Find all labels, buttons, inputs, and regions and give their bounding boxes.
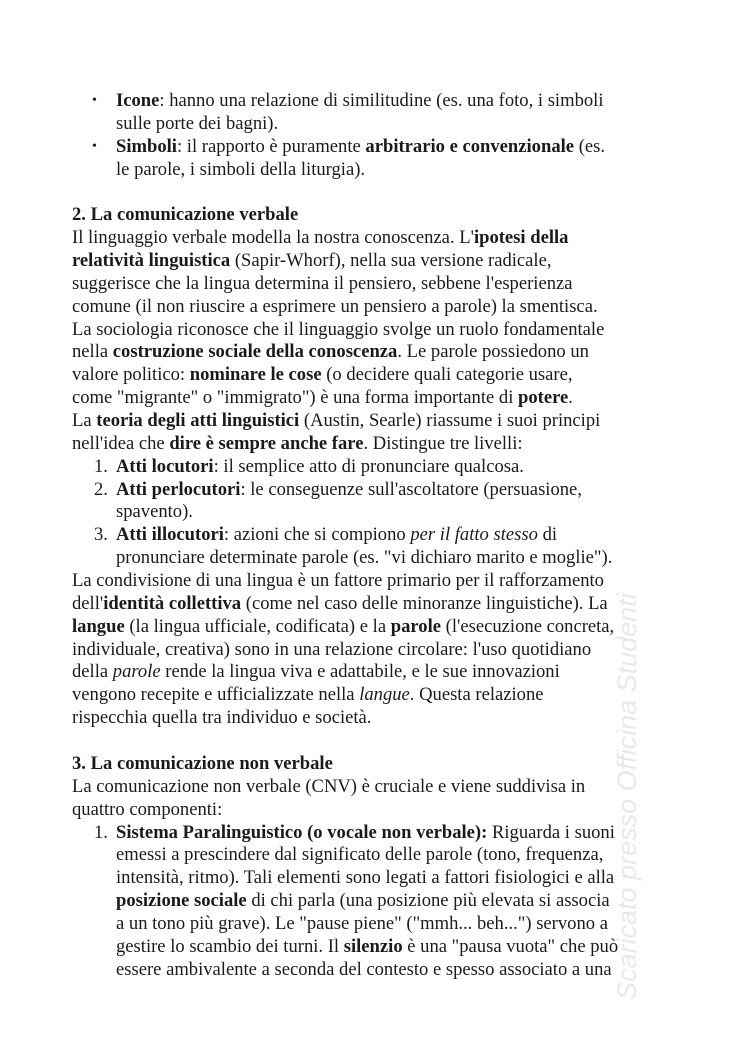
line-text	[72, 341, 589, 364]
line-text	[72, 364, 572, 387]
text-run: .	[568, 387, 573, 409]
watermark: Scaricato presso Officina Studenti	[612, 593, 642, 1000]
text-run: gestire lo scambio dei turni. Il	[116, 935, 344, 957]
numbered-item	[0, 456, 744, 479]
line-text	[116, 479, 582, 502]
text-run: Riguarda i suoni	[487, 821, 615, 843]
text-run: Il linguaggio verbale modella la nostra conoscenza. L'	[72, 227, 474, 249]
bold-term: Atti locutori	[116, 455, 214, 477]
list-number: 3.	[94, 524, 108, 546]
line-text	[72, 639, 591, 662]
line-text	[116, 913, 608, 936]
bold-term: langue	[72, 615, 125, 637]
bold-term: posizione sociale	[116, 890, 247, 912]
text-run: quattro componenti:	[72, 798, 223, 820]
paragraph-line	[0, 433, 744, 456]
line-text	[72, 319, 604, 342]
text-run: suggerisce che la lingua determina il pensiero, sebbene l'esperienza	[72, 272, 573, 294]
paragraph-line	[0, 364, 744, 387]
bold-term: Sistema Paralinguistico (o vocale non verbale):	[116, 821, 488, 843]
bullet-icon: •	[92, 93, 97, 108]
bold-term: teoria degli atti linguistici	[96, 410, 300, 432]
bold-term: ipotesi della	[473, 227, 569, 249]
text-run: (Sapir-Whorf), nella sua versione radicale,	[230, 250, 552, 272]
text-run: La condivisione di una lingua è un fattore primario per il rafforzamento	[72, 570, 604, 592]
text-run: La comunicazione non verbale (CNV) è cruciale e viene suddivisa in	[72, 775, 586, 797]
text-run: emessi a prescindere dal significato delle parole (tono, frequenza,	[116, 844, 604, 866]
text-run: pronunciare determinate parole (es. "vi dichiaro marito e moglie").	[116, 547, 613, 569]
text-run: . Distingue tre livelli:	[363, 432, 523, 454]
paragraph-line	[0, 227, 744, 250]
text-run: di chi parla (una posizione più elevata si associa	[246, 890, 610, 912]
bold-term: Simboli	[116, 135, 177, 157]
line-text	[116, 501, 193, 524]
bold-term: arbitrario e convenzionale	[365, 135, 575, 157]
text-run: rispecchia quella tra individuo e società.	[72, 707, 372, 729]
bullet-item	[0, 136, 744, 159]
list-number: 1.	[94, 821, 108, 843]
line-text	[72, 753, 333, 776]
paragraph-line	[0, 296, 744, 319]
text-run: di	[537, 524, 558, 546]
italic-term: parole	[112, 661, 161, 683]
text-run: (l'esecuzione concreta,	[441, 615, 615, 637]
bold-term: parole	[390, 615, 442, 637]
text-run: (o decidere quali categorie usare,	[321, 364, 573, 386]
line-text	[72, 616, 614, 639]
text-run: spavento).	[116, 501, 193, 523]
text-run: della	[72, 661, 113, 683]
paragraph-line	[0, 273, 744, 296]
bold-term: Atti perlocutori	[116, 478, 241, 500]
text-run: nell'idea che	[72, 432, 170, 454]
text-run: (Austin, Searle) riassume i suoi principi	[299, 410, 601, 432]
text-run: (es.	[574, 135, 606, 157]
line-text	[116, 113, 278, 136]
list-continuation-line	[0, 501, 744, 524]
text-run: : il rapporto è puramente	[176, 135, 366, 157]
text-run: 2. La comunicazione verbale	[72, 204, 299, 226]
text-run: 3. La comunicazione non verbale	[72, 752, 333, 774]
text-run: sulle porte dei bagni).	[116, 112, 279, 134]
line-text	[116, 822, 615, 845]
line-text	[72, 661, 560, 684]
line-text	[72, 387, 573, 410]
list-continuation-line	[0, 113, 744, 136]
bold-term: potere	[518, 387, 569, 409]
line-text	[116, 456, 524, 479]
paragraph-line	[0, 387, 744, 410]
numbered-item	[0, 479, 744, 502]
line-text	[72, 707, 371, 730]
line-text	[72, 570, 604, 593]
text-run: (la lingua ufficiale, codificata) e la	[124, 615, 391, 637]
text-run: nella	[72, 341, 113, 363]
italic-term: per il fatto stesso	[410, 524, 538, 546]
text-run: : le conseguenze sull'ascoltatore (persuasione,	[240, 478, 582, 500]
text-run: (come nel caso delle minoranze linguistiche). La	[241, 592, 608, 614]
line-text	[72, 296, 598, 319]
paragraph-line	[0, 410, 744, 433]
line-text	[72, 410, 600, 433]
text-run: : azioni che si compiono	[223, 524, 411, 546]
text-run: comune (il non riuscire a esprimere un pensiero a parole) la smentisca.	[72, 295, 598, 317]
line-text	[72, 227, 568, 250]
line-text	[72, 593, 608, 616]
list-number: 2.	[94, 478, 108, 500]
text-run: . Questa relazione	[409, 684, 544, 706]
line-text	[72, 204, 298, 227]
line-text	[72, 799, 222, 822]
bold-term: nominare le cose	[189, 364, 322, 386]
bold-term: relatività linguistica	[72, 250, 231, 272]
line-text	[116, 936, 618, 959]
bold-term: costruzione sociale della conoscenza	[112, 341, 398, 363]
line-text	[116, 90, 604, 113]
text-run: : hanno una relazione di similitudine (es. una foto, i simboli	[159, 90, 604, 111]
text-run: rende la lingua viva e adattabile, e le sue innovazioni	[160, 661, 560, 683]
line-text	[72, 273, 573, 296]
line-text	[116, 890, 610, 913]
text-run: le parole, i simboli della liturgia).	[116, 158, 366, 180]
line-text	[72, 776, 585, 799]
text-run: dell'	[72, 592, 104, 614]
text-run: vengono recepite e ufficializzate nella	[72, 684, 360, 706]
paragraph-line	[0, 250, 744, 273]
line-text	[72, 684, 544, 707]
text-run: : il semplice atto di pronunciare qualcosa.	[213, 455, 524, 477]
text-run: essere ambivalente a seconda del contesto e spesso associato a una	[116, 958, 612, 980]
text-run: a un tono più grave). Le "pause piene" ("mmh... beh...") servono a	[116, 912, 608, 934]
bold-term: silenzio	[343, 935, 403, 957]
list-continuation-line	[0, 159, 744, 182]
bold-term: Atti illocutori	[116, 524, 224, 546]
text-run: La	[72, 410, 97, 432]
paragraph-line	[0, 319, 744, 342]
bold-term: Icone	[116, 90, 160, 111]
text-run: è una "pausa vuota" che può	[402, 935, 619, 957]
text-run: come "migrante" o "immigrato") è una forma importante di	[72, 387, 519, 409]
bold-term: identità collettiva	[103, 592, 242, 614]
blank-line	[0, 181, 744, 204]
bold-term: dire è sempre anche fare	[169, 432, 364, 454]
line-text	[72, 250, 551, 273]
line-text	[116, 547, 612, 570]
text-run: individuale, creativa) sono in una relazione circolare: l'uso quotidiano	[72, 638, 592, 660]
line-text	[72, 433, 523, 456]
list-number: 1.	[94, 455, 108, 477]
bullet-item	[0, 90, 744, 113]
line-text	[116, 524, 557, 547]
section-heading	[0, 204, 744, 227]
line-text	[116, 844, 603, 867]
line-text	[116, 867, 614, 890]
text-run: valore politico:	[72, 364, 190, 386]
text-run: La sociologia riconosce che il linguaggio svolge un ruolo fondamentale	[72, 318, 605, 340]
line-text	[116, 159, 365, 182]
text-run: intensità, ritmo). Tali elementi sono legati a fattori fisiologici e alla	[116, 867, 615, 889]
paragraph-line	[0, 341, 744, 364]
bullet-icon: •	[92, 138, 97, 154]
italic-term: langue	[359, 684, 410, 706]
text-run: . Le parole possiedono un	[397, 341, 589, 363]
line-text	[116, 959, 612, 982]
line-text	[116, 136, 605, 159]
